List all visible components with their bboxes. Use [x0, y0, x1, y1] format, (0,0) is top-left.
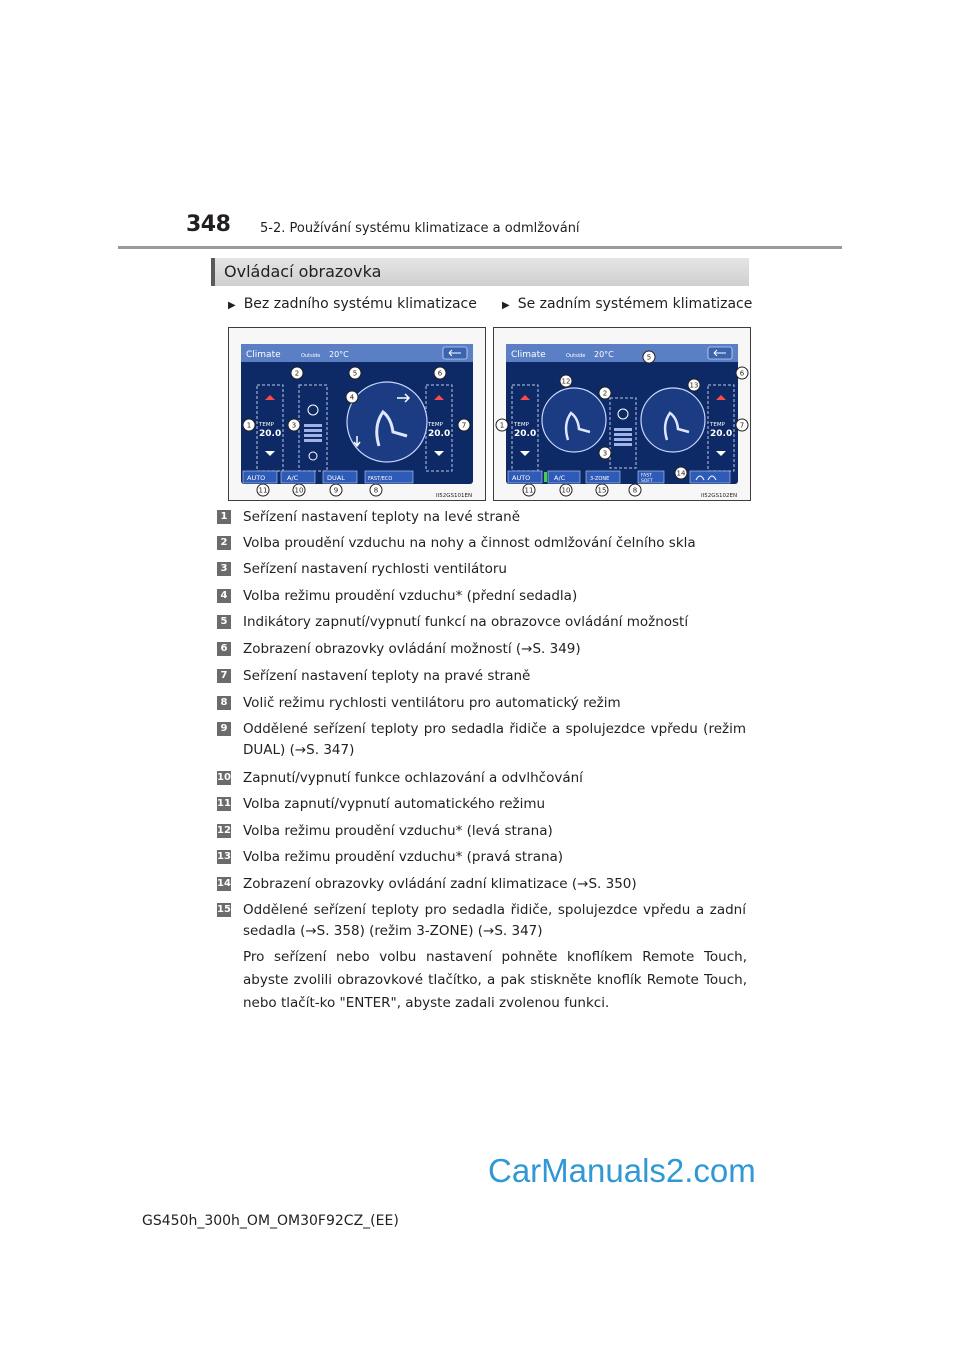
number-badge: 15 [217, 904, 231, 915]
page-number: 348 [186, 212, 231, 237]
item-text: Oddělené seřízení teploty pro sedadla řidiče, spolujezdce vpředu a zadní sedadla (→S. 358) (režim 3-ZONE) (→S. 347) [243, 902, 746, 939]
item-text: Zobrazení obrazovky ovládání možností (→S. 349) [243, 641, 581, 657]
callout-8 [629, 484, 641, 496]
dual-button-label: DUAL [327, 474, 345, 482]
temp-label-right: TEMP [428, 422, 443, 428]
svg-text:11: 11 [258, 486, 268, 495]
callout-1 [496, 419, 508, 431]
callout-7 [736, 419, 748, 431]
image-code: II52GS102EN [701, 493, 738, 499]
svg-text:4: 4 [349, 393, 355, 402]
callout-1 [243, 419, 255, 431]
number-badge: 13 [217, 851, 231, 862]
svg-text:11: 11 [524, 486, 534, 495]
temp-label-left: TEMP [514, 422, 529, 428]
svg-text:3: 3 [602, 449, 608, 458]
screen-title: Climate [511, 350, 546, 360]
item-text: Seřízení nastavení teploty na pravé straně [243, 668, 531, 684]
callout-6 [736, 367, 748, 379]
number-badge: 10 [217, 772, 231, 783]
callout-2 [599, 387, 611, 399]
number-badge: 7 [217, 669, 231, 683]
callout-4 [346, 391, 358, 403]
svg-text:7: 7 [461, 421, 467, 430]
item-text: Volba proudění vzduchu na nohy a činnost odmlžování čelního skla [243, 535, 696, 551]
fast-eco-button-label: FAST/ECO [368, 476, 393, 482]
item-text: Volba režimu proudění vzduchu* (přední sedadla) [243, 588, 578, 604]
chapter-title: 5-2. Používání systému klimatizace a odmlžování [260, 221, 580, 236]
callout-10 [560, 484, 572, 496]
usage-note: Pro seřízení nebo volbu nastavení pohněte knoflíkem Remote Touch, abyste zvolili obrazovkové tlačítko, a pak stiskněte knoflík Remote Touch, nebo tlačít-ko "ENTER", abyste zadali zvolenou funkci. [243, 949, 747, 1011]
ac-indicator [544, 472, 547, 482]
airflow-mode-dial[interactable] [347, 382, 427, 462]
svg-text:9: 9 [333, 486, 339, 495]
item-text: Oddělené seřízení teploty pro sedadla řidiče a spolujezdce vpředu (režim DUAL) (→S. 347) [243, 721, 746, 758]
temp-label-left: TEMP [259, 422, 274, 428]
document-code-footer: GS450h_300h_OM_OM30F92CZ_(EE) [142, 1213, 399, 1229]
number-badge: 11 [217, 798, 231, 809]
outside-temp: 20°C [594, 350, 614, 359]
airflow-mode-dial-left[interactable] [542, 388, 606, 452]
callout-15 [596, 484, 608, 496]
callout-2 [291, 367, 303, 379]
callout-9 [330, 484, 342, 496]
climate-screen-illustration [494, 328, 750, 500]
svg-text:5: 5 [646, 353, 652, 362]
svg-text:6: 6 [437, 369, 443, 378]
ac-button-label: A/C [287, 474, 299, 482]
column-label-text: Se zadním systémem klimatizace [517, 296, 753, 312]
number-badge: 6 [217, 642, 231, 656]
page-header [118, 212, 842, 249]
section-title: Ovládací obrazovka [224, 262, 382, 281]
climate-screen-diagram-rear [493, 327, 751, 501]
number-badge: 9 [217, 722, 231, 736]
item-text: Zapnutí/vypnutí funkce ochlazování a odvlhčování [243, 770, 583, 786]
item-text: Volič režimu rychlosti ventilátoru pro automatický režim [243, 695, 621, 711]
svg-text:10: 10 [561, 486, 571, 495]
callout-3 [288, 419, 300, 431]
item-text: Volba režimu proudění vzduchu* (levá strana) [243, 823, 553, 839]
fast-label: FAST [641, 473, 652, 479]
svg-text:15: 15 [597, 486, 607, 495]
svg-text:8: 8 [373, 486, 379, 495]
item-text: Indikátory zapnutí/vypnutí funkcí na obrazovce ovládání možností [243, 614, 689, 630]
callout-11 [523, 484, 535, 496]
outside-temp: 20°C [329, 350, 349, 359]
climate-screen-diagram-front [228, 327, 486, 501]
item-text: Zobrazení obrazovky ovládání zadní klimatizace (→S. 350) [243, 876, 637, 892]
column-label-without-rear [228, 296, 477, 312]
svg-text:5: 5 [352, 369, 358, 378]
item-text: Volba zapnutí/vypnutí automatického režimu [243, 796, 546, 812]
watermark-text: CarManuals2.com [488, 1152, 756, 1189]
climate-screen-illustration [229, 328, 485, 500]
callout-5 [349, 367, 361, 379]
item-text: Seřízení nastavení rychlosti ventilátoru [243, 561, 507, 577]
svg-text:1: 1 [246, 421, 252, 430]
column-label-text: Bez zadního systému klimatizace [243, 296, 477, 312]
temp-value-left: 20.0 [259, 429, 282, 439]
svg-text:3: 3 [291, 421, 297, 430]
callout-6 [434, 367, 446, 379]
number-badge: 4 [217, 589, 231, 603]
svg-text:14: 14 [676, 469, 686, 478]
auto-button-label: AUTO [247, 474, 266, 482]
svg-text:1: 1 [499, 421, 505, 430]
svg-text:2: 2 [602, 389, 608, 398]
number-badge: 5 [217, 615, 231, 629]
soft-label: SOFT [641, 479, 653, 484]
svg-text:2: 2 [294, 369, 300, 378]
callout-7 [458, 419, 470, 431]
screen-title: Climate [246, 350, 281, 360]
outside-label: Outside [301, 353, 321, 359]
column-label-with-rear [502, 296, 752, 312]
svg-text:10: 10 [294, 486, 304, 495]
svg-text:7: 7 [739, 421, 745, 430]
callout-11 [257, 484, 269, 496]
callout-12 [560, 375, 572, 387]
temp-label-right: TEMP [710, 422, 725, 428]
svg-text:13: 13 [689, 381, 699, 390]
temp-value-left: 20.0 [514, 429, 537, 439]
outside-label: Outside [566, 353, 586, 359]
temp-value-right: 20.0 [428, 429, 451, 439]
callout-10 [293, 484, 305, 496]
svg-text:8: 8 [632, 486, 638, 495]
number-badge: 12 [217, 825, 231, 836]
image-code: II52GS101EN [436, 493, 473, 499]
svg-text:6: 6 [739, 369, 745, 378]
airflow-mode-dial-right[interactable] [641, 388, 705, 452]
number-badge: 14 [217, 878, 231, 889]
item-text: Seřízení nastavení teploty na levé straně [243, 509, 521, 525]
callout-13 [688, 379, 700, 391]
svg-text:12: 12 [561, 377, 571, 386]
callout-5 [643, 351, 655, 363]
number-badge: 1 [217, 510, 231, 524]
number-badge: 2 [217, 536, 231, 550]
ac-button-label: A/C [554, 474, 566, 482]
triangle-bullet-icon: ▶ [502, 300, 510, 311]
item-text: Volba režimu proudění vzduchu* (pravá strana) [243, 849, 564, 865]
triangle-bullet-icon: ▶ [228, 300, 236, 311]
number-badge: 3 [217, 562, 231, 576]
auto-button-label: AUTO [512, 474, 531, 482]
callout-8 [370, 484, 382, 496]
three-zone-button-label: 3-ZONE [590, 476, 610, 482]
callout-3 [599, 447, 611, 459]
number-badge: 8 [217, 696, 231, 710]
temp-value-right: 20.0 [710, 429, 733, 439]
section-heading-bar [211, 258, 749, 286]
callout-14 [675, 467, 687, 479]
